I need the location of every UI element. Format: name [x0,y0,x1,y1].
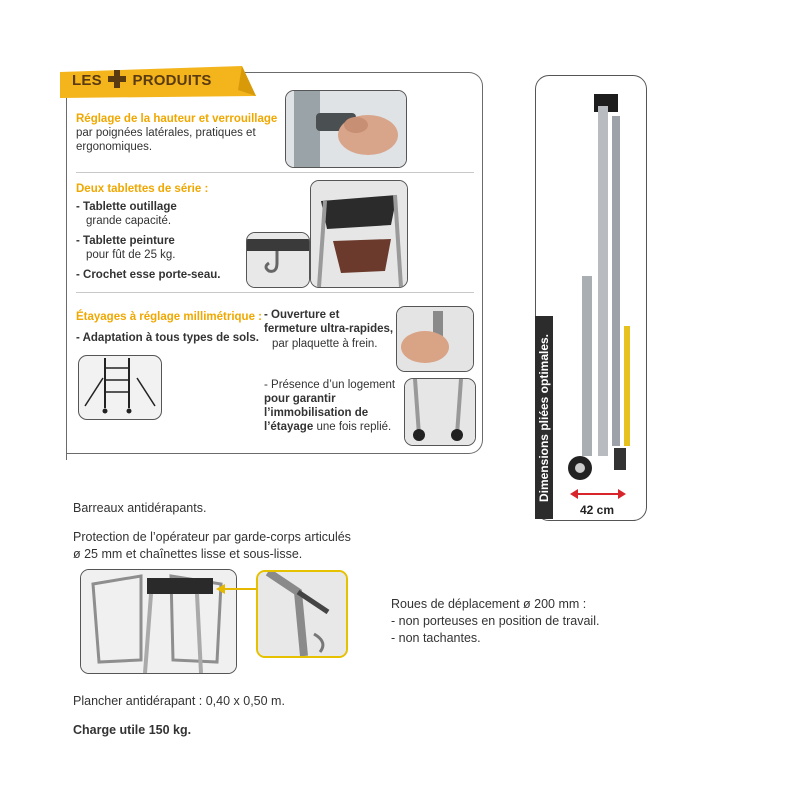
plus-icon [108,70,126,92]
section1-heading: Réglage de la hauteur et verrouillage [76,113,278,125]
frein-photo [396,306,474,372]
roues-text-2: - non porteuses en position de travail. [391,614,600,628]
garde-corps-photo [80,569,237,674]
logement-photo [404,378,476,446]
item-logement [264,378,404,434]
barreaux-text: Barreaux antidérapants. [73,501,207,515]
item-ouverture: - Ouverture et fermeture ultra-rapides, [264,309,394,335]
handle-photo [285,90,407,168]
dimensions-label: Dimensions pliées optimales. [537,333,551,503]
item-adaptation: - Adaptation à tous types de sols. [76,332,259,344]
item-tablette-peinture: - Tablette peinture [76,235,175,247]
crochet-photo [246,232,310,288]
item-logement-bold: pour garantir l’immobilisation de l’étayage [264,393,369,433]
plancher-text: Plancher antidérapant : 0,40 x 0,50 m. [73,694,285,708]
charge-text: Charge utile 150 kg. [73,723,192,737]
roues-text-1: Roues de déplacement ø 200 mm : [391,597,587,611]
panel-left-border [66,98,67,460]
width-arrow-icon [570,488,626,500]
chainette-photo [256,570,348,658]
etayage-diagram [78,355,162,420]
pointer-arrow-icon [216,582,258,596]
item-tablette-outillage-sub: grande capacité. [86,215,172,227]
item-crochet: - Crochet esse porte-seau. [76,269,221,281]
item-logement-post: une fois replié. [316,421,392,433]
section3-heading: Étayages à réglage millimétrique : [76,311,262,323]
protection-text-1: Protection de l’opérateur par garde-corps articulés [73,530,351,544]
separator-2 [76,292,474,293]
roues-text-3: - non tachantes. [391,631,481,645]
section2-heading: Deux tablettes de série : [76,183,209,195]
tablette-photo [310,180,408,288]
width-label: 42 cm [580,503,615,517]
item-ouverture-sub: par plaquette à frein. [272,338,378,350]
item-tablette-peinture-sub: pour fût de 25 kg. [86,249,176,261]
separator-1 [76,172,474,173]
protection-text-2: ø 25 mm et chaînettes lisse et sous-lisse. [73,547,303,561]
section1-text: par poignées latérales, pratiques et ergonomiques. [76,127,256,153]
item-tablette-outillage: - Tablette outillage [76,201,177,213]
item-logement-pre: - Présence d’un logement [264,379,396,391]
badge-label: LES PRODUITS [72,70,212,92]
